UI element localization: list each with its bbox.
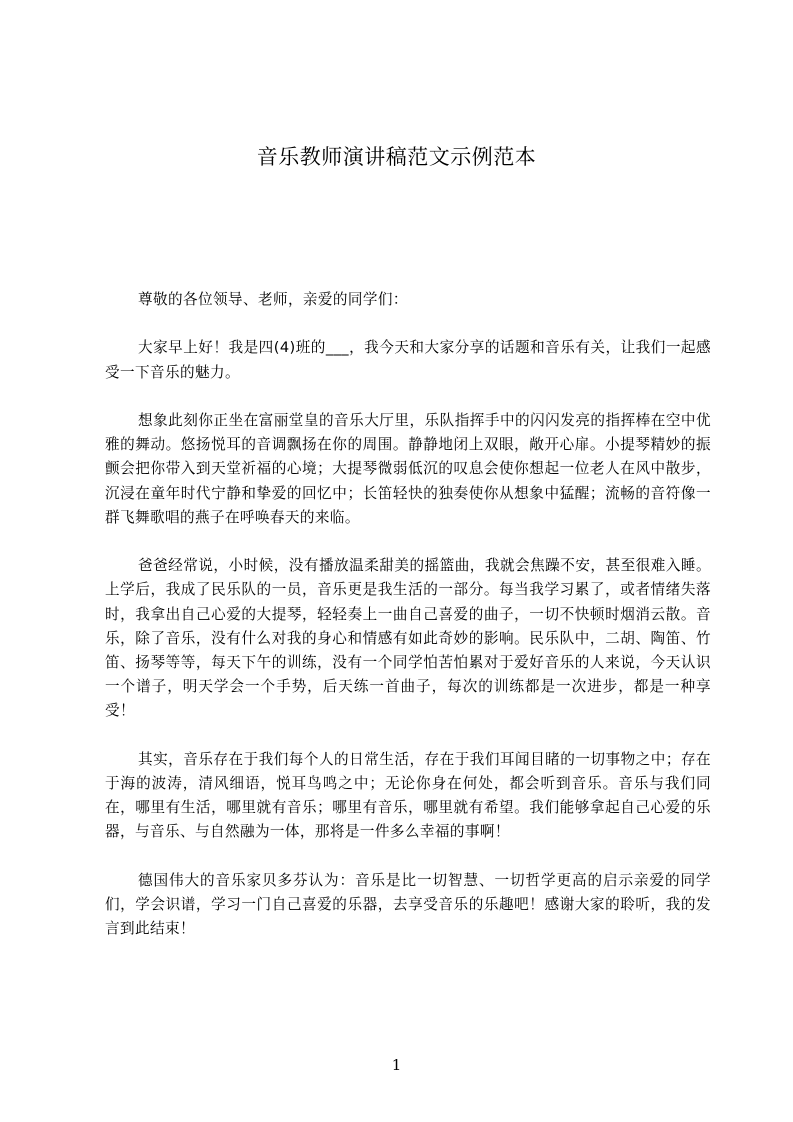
page-number: 1 xyxy=(391,1056,402,1074)
music-everywhere-paragraph: 其实，音乐存在于我们每个人的日常生活，存在于我们耳闻目睹的一切事物之中；存在于海的波涛，清风细语，悦耳鸟鸣之中；无论你身在何处，都会听到音乐。音乐与我们同在，哪里有生活，哪里就有音乐；哪里有音乐，哪里就有希望。我们能够拿起自己心爱的乐器，与音乐、与自然融为一体，那将是一件多么幸福的事啊！ xyxy=(105,750,711,841)
document-title: 音乐教师演讲稿范文示例范本 xyxy=(256,145,537,169)
salutation-paragraph: 尊敬的各位领导、老师，亲爱的同学们： xyxy=(138,291,408,308)
imagination-paragraph: 想象此刻你正坐在富丽堂皇的音乐大厅里，乐队指挥手中的闪闪发亮的指挥棒在空中优雅的舞动。悠扬悦耳的音调飘扬在你的周围。静静地闭上双眼，敞开心扉。小提琴精妙的振颤会把你带入到天堂祈福的心境；大提琴微弱低沉的叹息会使你想起一位老人在风中散步，沉浸在童年时代宁静和挚爱的回忆中；长笛轻快的独奏使你从想象中猛醒；流畅的音符像一群飞舞歌唱的燕子在呼唤春天的来临。 xyxy=(105,411,711,526)
closing-paragraph: 德国伟大的音乐家贝多芬认为：音乐是比一切智慧、一切哲学更高的启示亲爱的同学们，学会识谱，学习一门自己喜爱的乐器，去享受音乐的乐趣吧！感谢大家的聆听，我的发言到此结束！ xyxy=(105,871,711,938)
document-body xyxy=(105,288,711,941)
personal-story-paragraph: 爸爸经常说，小时候，没有播放温柔甜美的摇篮曲，我就会焦躁不安，甚至很难入睡。上学后，我成了民乐队的一员，音乐更是我生活的一部分。每当我学习累了，或者情绪失落时，我拿出自己心爱的大提琴，轻轻奏上一曲自己喜爱的曲子，一切不快顿时烟消云散。音乐，除了音乐，没有什么对我的身心和情感有如此奇妙的影响。民乐队中，二胡、陶笛、竹笛、扬琴等等，每天下午的训练，没有一个同学怕苦怕累对于爱好音乐的人来说，今天认识一个谱子，明天学会一个手势，后天练一首曲子，每次的训练都是一次进步，都是一种享受！ xyxy=(105,557,711,720)
greeting-paragraph: 大家早上好！我是四(4)班的___，我今天和大家分享的话题和音乐有关，让我们一起感受一下音乐的魅力。 xyxy=(105,339,711,381)
